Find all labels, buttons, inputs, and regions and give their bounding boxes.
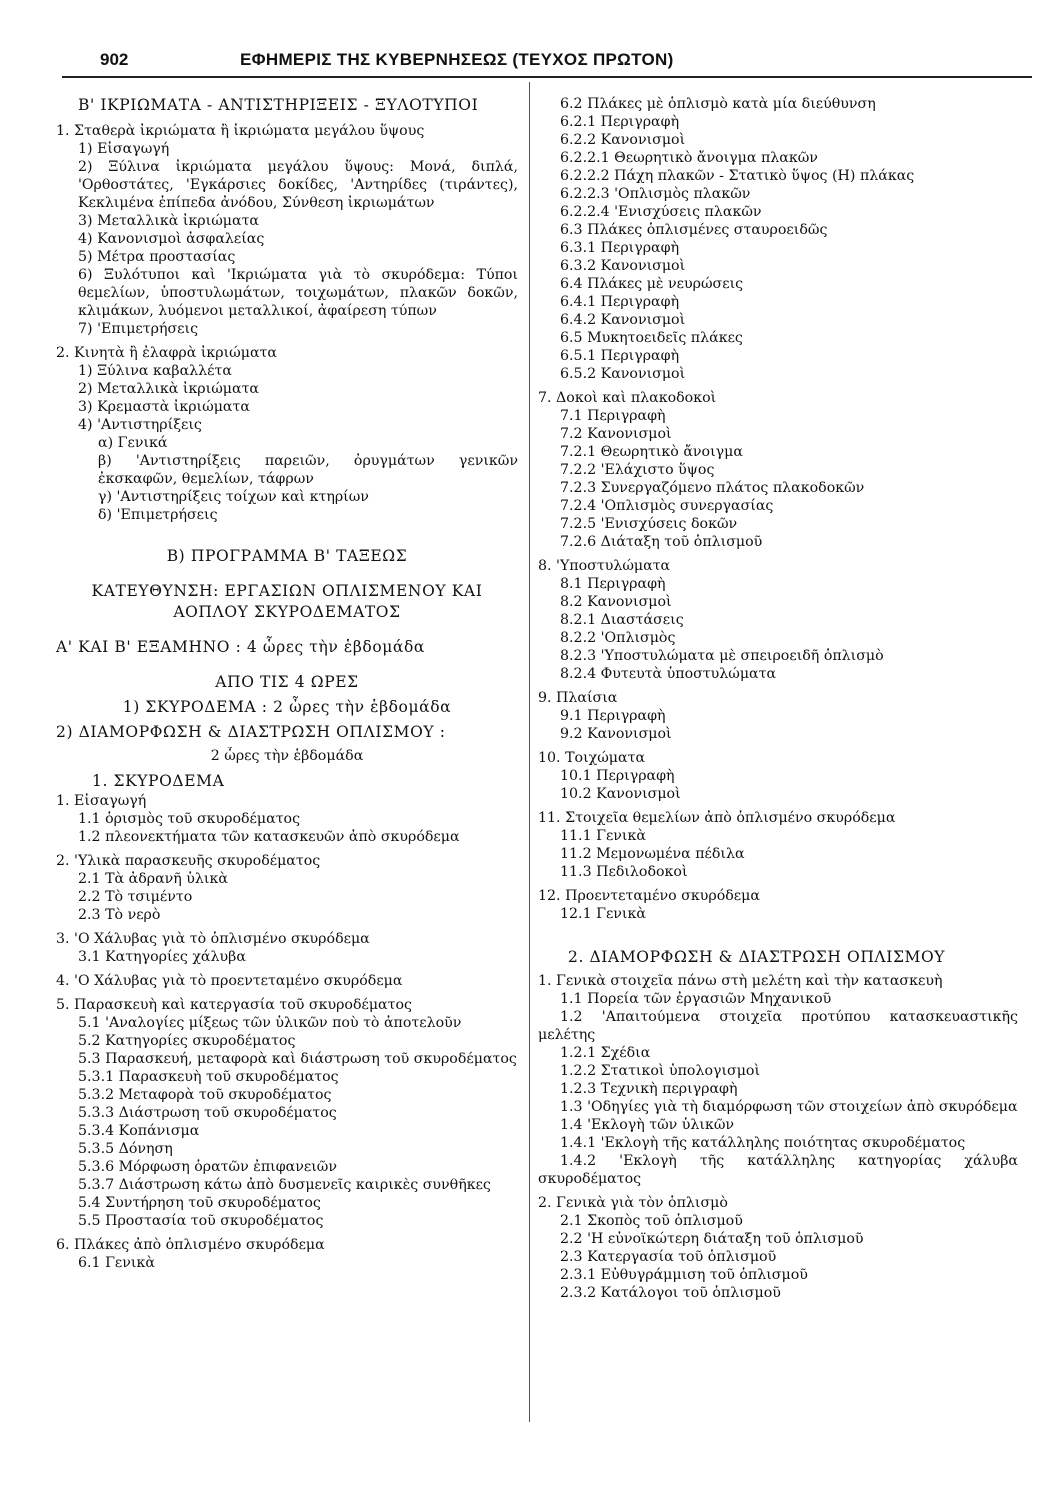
right-column [538,95,1018,1302]
list-item: 9. Πλαίσια [538,690,618,706]
list-item: 1) Ξύλινα καβαλλέτα [78,363,232,379]
list-item: 1.2.3 Τεχνικὴ περιγραφὴ [560,1081,738,1097]
semesters-line: Α' ΚΑΙ Β' ΕΞΑΜΗΝΟ : 4 ὧρες τὴν ἑβδομάδα [56,638,426,656]
list-item: 1. Γενικὰ στοιχεῖα πάνω στὴ μελέτη καὶ τὴν κατασκευὴ [538,973,943,989]
list-item: 7.1 Περιγραφὴ [560,408,666,424]
list-item: 8. 'Υποστυλώματα [538,558,671,574]
list-item: 7.2.4 'Οπλισμὸς συνεργασίας [560,498,774,514]
list-item: 8.2 Κανονισμοὶ [560,594,672,610]
reinforcement-title: 2. ΔΙΑΜΟΡΦΩΣΗ & ΔΙΑΣΤΡΩΣΗ ΟΠΛΙΣΜΟΥ [568,948,946,966]
list-item: δ) 'Επιμετρήσεις [98,507,218,523]
list-item: 6.4.2 Κανονισμοὶ [560,312,686,328]
list-item: α) Γενικά [98,435,168,451]
page-header [62,46,1032,72]
list-item: 1.2.1 Σχέδια [560,1045,651,1061]
list-item: 5.3.6 Μόρφωση ὁρατῶν ἐπιφανειῶν [78,1159,337,1175]
list-item: 5. Παρασκευὴ καὶ κατεργασία τοῦ σκυροδέματος [56,997,412,1013]
list-item: 2. Κινητὰ ἢ ἐλαφρὰ ἰκριώματα [56,345,277,361]
list-item: 2) Ξύλινα ἰκριώματα μεγάλου ὕψους: Μονά, διπλά, 'Ορθοστάτες, 'Εγκάρσιες δοκίδες, 'Αντηρίδες (τιράντες), Κεκλιμένα ἐπίπεδα ἀνόδου, Σύνθεση ἰκριωμάτων [78,159,518,211]
list-item: 6.1 Γενικὰ [78,1255,155,1271]
list-item: 3) Κρεμαστὰ ἰκριώματα [78,399,250,415]
hours-line-1: 1) ΣΚΥΡΟΔΕΜΑ : 2 ὧρες τὴν ἑβδομάδα [122,698,452,716]
list-item: 6.2.2.2 Πάχη πλακῶν - Στατικὸ ὕψος (Η) πλάκας [560,168,915,184]
list-item: 8.2.1 Διαστάσεις [560,612,684,628]
list-item: 7.2.5 'Ενισχύσεις δοκῶν [560,516,738,532]
list-item: 9.1 Περιγραφὴ [560,708,666,724]
list-item: 5.3.1 Παρασκευὴ τοῦ σκυροδέματος [78,1069,339,1085]
list-item: 6. Πλάκες ἀπὸ ὁπλισμένο σκυρόδεμα [56,1237,325,1253]
list-item: 6.2 Πλάκες μὲ ὁπλισμὸ κατὰ μία διεύθυνση [560,96,876,112]
list-item: 7.2 Κανονισμοὶ [560,426,672,442]
hours-line-2: 2) ΔΙΑΜΟΡΦΩΣΗ & ΔΙΑΣΤΡΩΣΗ ΟΠΛΙΣΜΟΥ : [56,723,446,741]
list-item: 6.4.1 Περιγραφὴ [560,294,680,310]
concrete-title: 1. ΣΚΥΡΟΔΕΜΑ [92,772,225,790]
list-item: 1.2 'Απαιτούμενα στοιχεῖα προτύπου κατασκευαστικῆς μελέτης [538,1009,1018,1043]
header-rule [62,76,1032,78]
list-item: 6.3.1 Περιγραφὴ [560,240,680,256]
list-item: 1.4 'Εκλογὴ τῶν ὑλικῶν [560,1117,735,1133]
list-item: 2.3.2 Κατάλογοι τοῦ ὁπλισμοῦ [560,1285,781,1301]
list-item: 7.2.3 Συνεργαζόμενο πλάτος πλακοδοκῶν [560,480,865,496]
list-item: 5.3.3 Διάστρωση τοῦ σκυροδέματος [78,1105,337,1121]
list-item: 7.2.1 Θεωρητικὸ ἄνοιγμα [560,444,743,460]
list-item: 6.2.1 Περιγραφὴ [560,114,680,130]
list-item: 2. Γενικὰ γιὰ τὸν ὁπλισμὸ [538,1195,728,1211]
hours-line-2-cont: 2 ὧρες τὴν ἑβδομάδα [210,748,364,764]
list-item: 5.3.7 Διάστρωση κάτω ἀπὸ δυσμενεῖς καιρικὲς συνθῆκες [78,1177,491,1193]
list-item: 9.2 Κανονισμοὶ [560,726,672,742]
list-item: 11.1 Γενικὰ [560,828,646,844]
list-item: 2.2 Τὸ τσιμέντο [78,889,193,905]
list-item: 7. Δοκοὶ καὶ πλακοδοκοὶ [538,390,717,406]
list-item: 2.2 'Η εὐνοϊκώτερη διάταξη τοῦ ὁπλισμοῦ [560,1231,864,1247]
list-item: 6.5.2 Κανονισμοὶ [560,366,686,382]
list-item: 5.3.2 Μεταφορὰ τοῦ σκυροδέματος [78,1087,332,1103]
list-item: 1.4.2 'Εκλογὴ τῆς κατάλληλης κατηγορίας χάλυβα σκυροδέματος [538,1153,1018,1187]
list-item: 5.5 Προστασία τοῦ σκυροδέματος [78,1213,324,1229]
page-title: ΕΦΗΜΕΡΙΣ ΤΗΣ ΚΥΒΕΡΝΗΣΕΩΣ (ΤΕΥΧΟΣ ΠΡΩΤΟΝ) [240,50,674,69]
list-item: 3. 'Ο Χάλυβας γιὰ τὸ ὁπλισμένο σκυρόδεμα [56,931,370,947]
program-title: Β) ΠΡΟΓΡΑΜΜΑ Β' ΤΑΞΕΩΣ [166,547,408,565]
list-item: 5.3.5 Δόνηση [78,1141,173,1157]
list-item: 7.2.6 Διάταξη τοῦ ὁπλισμοῦ [560,534,763,550]
list-item: 2.3 Κατεργασία τοῦ ὁπλισμοῦ [560,1249,777,1265]
direction-line-1: ΚΑΤΕΥΘΥΝΣΗ: ΕΡΓΑΣΙΩΝ ΟΠΛΙΣΜΕΝΟΥ ΚΑΙ [91,582,483,600]
list-item: 2.1 Σκοπὸς τοῦ ὁπλισμοῦ [560,1213,743,1229]
list-item: 10.2 Κανονισμοὶ [560,786,681,802]
list-item: 12.1 Γενικὰ [560,906,646,922]
list-item: 6.2.2 Κανονισμοὶ [560,132,686,148]
list-item: 10.1 Περιγραφὴ [560,768,675,784]
list-item: 1. Εἰσαγωγή [56,793,147,809]
list-item: 5) Μέτρα προστασίας [78,249,236,265]
list-item: 1.1 ὁρισμὸς τοῦ σκυροδέματος [78,811,301,827]
list-item: 1. Σταθερὰ ἰκριώματα ἢ ἰκριώματα μεγάλου ὕψους [56,123,425,139]
list-item: 1.1 Πορεία τῶν ἐργασιῶν Μηχανικοῦ [560,991,832,1007]
list-item: 4) Κανονισμοὶ ἀσφαλείας [78,231,265,247]
list-item: 2.3.1 Εὐθυγράμμιση τοῦ ὁπλισμοῦ [560,1267,808,1283]
list-item: 2. 'Υλικὰ παρασκευῆς σκυροδέματος [56,853,321,869]
list-item: 8.1 Περιγραφὴ [560,576,666,592]
list-item: 1.4.1 'Εκλογὴ τῆς κατάλληλης ποιότητας σκυροδέματος [560,1135,966,1151]
list-item: β) 'Αντιστηρίξεις παρειῶν, ὀρυγμάτων γενικῶν ἐκσκαφῶν, θεμελίων, τάφρων [98,453,518,487]
list-item: 2) Μεταλλικὰ ἰκριώματα [78,381,260,397]
list-item: 6.3.2 Κανονισμοὶ [560,258,686,274]
list-item: 3.1 Κατηγορίες χάλυβα [78,949,246,965]
list-item: 5.3 Παρασκευή, μεταφορὰ καὶ διάστρωση τοῦ σκυροδέματος [78,1051,517,1067]
list-item: 6) Ξυλότυποι καὶ 'Ικριώματα γιὰ τὸ σκυρόδεμα: Τύποι θεμελίων, ὑποστυλωμάτων, τοιχωμάτων, πλακῶν δοκῶν, κλιμάκων, λυόμενοι μεταλλικοί, ἀφαίρεση τύπων [78,267,518,319]
list-item: 1.2 πλεονεκτήματα τῶν κατασκευῶν ἀπὸ σκυρόδεμα [78,829,460,845]
list-item: 5.3.4 Κοπάνισμα [78,1123,200,1139]
list-item: 6.5 Μυκητοειδεῖς πλάκες [560,330,743,346]
list-item: 11.3 Πεδιλοδοκοὶ [560,864,688,880]
list-item: 4) 'Αντιστηρίξεις [78,417,202,433]
from-hours: ΑΠΟ ΤΙΣ 4 ΩΡΕΣ [215,673,359,691]
page-number: 902 [100,50,129,69]
list-item: 10. Τοιχώματα [538,750,646,766]
list-item: 6.4 Πλάκες μὲ νευρώσεις [560,276,744,292]
list-item: 7.2.2 'Ελάχιστο ὕψος [560,462,715,478]
list-item: 6.3 Πλάκες ὁπλισμένες σταυροειδῶς [560,222,828,238]
left-column [56,95,518,1272]
direction-line-2: ΑΟΠΛΟΥ ΣΚΥΡΟΔΕΜΑΤΟΣ [173,603,401,621]
list-item: 11.2 Μεμονωμένα πέδιλα [560,846,745,862]
list-item: 11. Στοιχεῖα θεμελίων ἀπὸ ὁπλισμένο σκυρόδεμα [538,810,896,826]
list-item: 2.1 Τὰ ἀδρανῆ ὑλικὰ [78,871,228,887]
list-item: 5.4 Συντήρηση τοῦ σκυροδέματος [78,1195,321,1211]
list-item: 5.2 Κατηγορίες σκυροδέματος [78,1033,296,1049]
list-item: 8.2.4 Φυτευτὰ ὑποστυλώματα [560,666,777,682]
list-item: 4. 'Ο Χάλυβας γιὰ τὸ προεντεταμένο σκυρόδεμα [56,973,403,989]
list-item: 6.2.2.3 'Οπλισμὸς πλακῶν [560,186,751,202]
list-item: 6.2.2.4 'Ενισχύσεις πλακῶν [560,204,762,220]
list-item: γ) 'Αντιστηρίξεις τοίχων καὶ κτηρίων [98,489,369,505]
list-item: 1) Εἰσαγωγή [78,141,170,157]
column-divider [529,82,530,1422]
list-item: 3) Μεταλλικὰ ἰκριώματα [78,213,260,229]
list-item: 8.2.3 'Υποστυλώματα μὲ σπειροειδῆ ὁπλισμὸ [560,648,884,664]
list-item: 6.2.2.1 Θεωρητικὸ ἄνοιγμα πλακῶν [560,150,818,166]
list-item: 1.2.2 Στατικοὶ ὑπολογισμοὶ [560,1063,761,1079]
list-item: 8.2.2 'Οπλισμὸς [560,630,676,646]
section-b-title: Β' ΙΚΡΙΩΜΑΤΑ - ΑΝΤΙΣΤΗΡΙΞΕΙΣ - ΞΥΛΟΤΥΠΟΙ [78,96,479,114]
list-item: 6.5.1 Περιγραφὴ [560,348,680,364]
list-item: 1.3 'Οδηγίες γιὰ τὴ διαμόρφωση τῶν στοιχείων ἀπὸ σκυρόδεμα [560,1099,1018,1115]
list-item: 2.3 Τὸ νερὸ [78,907,161,923]
list-item: 7) 'Επιμετρήσεις [78,321,199,337]
list-item: 5.1 'Αναλογίες μίξεως τῶν ὑλικῶν ποὺ τὸ ἀποτελοῦν [78,1015,462,1031]
list-item: 12. Προεντεταμένο σκυρόδεμα [538,888,760,904]
